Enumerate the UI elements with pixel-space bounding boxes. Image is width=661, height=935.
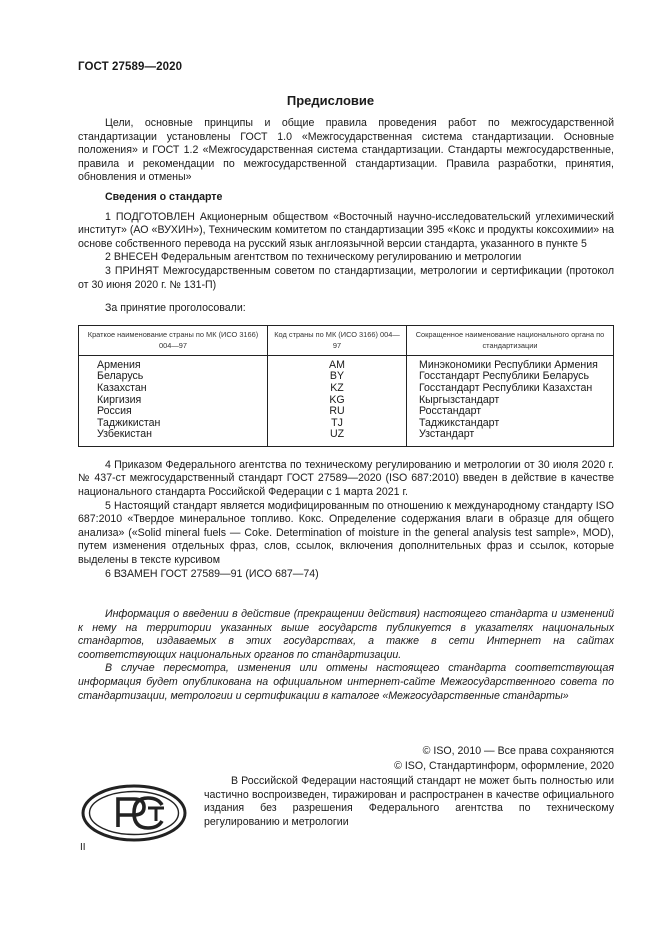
org-cell: Узстандарт [419,428,475,441]
copyright-standartinform: © ISO, Стандартинформ, оформление, 2020 [394,759,614,772]
italic-notes [78,608,614,703]
country-cell: Киргизия [79,395,268,407]
copyright-block [314,744,614,773]
country-cell: Армения [79,355,268,371]
voted-label: За принятие проголосовали: [105,302,246,315]
table-row [79,383,614,395]
code-cell: UZ [268,429,407,446]
item-introduced: 2 ВНЕСЕН Федеральным агентством по техническому регулированию и метрологии [105,251,522,264]
table-row [79,418,614,430]
reproduction-notice [204,775,614,829]
org-cell: Минэкономики Республики Армения [419,358,598,371]
org-cell: Таджикстандарт [419,416,500,429]
country-cell: Беларусь [79,371,268,383]
code-cell: KZ [268,383,407,395]
code-cell: TJ [268,418,407,430]
item-modified: 5 Настоящий стандарт является модифицированным по отношению к международному стандарту ISO 687:2010 «Твердое минеральное топливо. Кокс. Определение содержания влаги в образце для общего анализа» («Solid mineral fuels — Coke. Determination of moisture in the general analysis test sample», MOD), путем изменения отдельных фраз, слов, ссылок, включения дополнительных фраз и ссылок, которые выделены в тексте курсивом [78,499,614,567]
header-org: Сокращенное наименование национального органа по стандартизации [407,325,614,355]
item-adopted: 3 ПРИНЯТ Межгосударственным советом по стандартизации, метрологии и сертификации (протокол от 30 июня 2020 г. № 131-П) [78,264,614,291]
main-text [78,117,614,581]
italic-note-revision: В случае пересмотра, изменения или отмены настоящего стандарта соответствующая информация будет опубликована на официальном интернет-сайте Межгосударственного совета по стандартизации, метрологии и сертификации в каталоге «Межгосударственные стандарты» [78,662,614,702]
country-cell: Казахстан [79,383,268,395]
info-heading: Сведения о стандарте [105,190,223,203]
org-cell: Кыргызстандарт [419,393,500,406]
code-cell: KG [268,395,407,407]
country-cell: Россия [79,406,268,418]
item-prepared: 1 ПОДГОТОВЛЕН Акционерным обществом «Восточный научно-исследовательский углехимический институт» (АО «ВУХИН»), Техническим комитетом по стандартизации 395 «Кокс и продукты коксохимии» на основе собственного перевода на русский язык англоязычной версии стандарта, указанного в пункте 5 [78,210,614,250]
item-replaces: 6 ВЗАМЕН ГОСТ 27589—91 (ИСО 687—74) [105,567,319,580]
country-cell: Таджикистан [79,418,268,430]
reproduction-notice-text: В Российской Федерации настоящий стандарт не может быть полностью или частично воспроизведен, тиражирован и распространен в качестве официального издания без разрешения Федерального агентства по техническому регулированию и метрологии [204,775,614,828]
org-cell: Росстандарт [419,405,482,418]
code-cell: AM [268,355,407,371]
header-code: Код страны по МК (ИСО 3166) 004—97 [268,325,407,355]
org-cell: Госстандарт Республики Казахстан [419,381,593,394]
code-cell: BY [268,371,407,383]
table-row [79,355,614,371]
table-row [79,406,614,418]
intro-paragraph: Цели, основные принципы и общие правила проведения работ по межгосударственной стандартизации установлены ГОСТ 1.0 «Межгосударственная система стандартизации. Основные положения» и ГОСТ 1.2 «Межгосударственная система стандартизации. Стандарты межгосударственные, правила и рекомендации по межгосударственной стандартизации. Правила разработки, принятия, обновления и отмены» [78,117,614,184]
vote-table-header [79,325,614,355]
page-title: Предисловие [286,93,375,108]
item-order: 4 Приказом Федерального агентства по техническому регулированию и метрологии от 30 июля 2020 г. № 437-ст межгосударственный стандарт ГОСТ 27589—2020 (ISO 687:2010) введен в действие в качестве национального стандарта Российской Федерации с 1 марта 2021 г. [78,458,614,499]
pct-certification-mark-icon [80,783,188,843]
country-cell: Узбекистан [79,429,268,446]
org-cell: Госстандарт Республики Беларусь [419,370,589,383]
table-row [79,395,614,407]
standard-number-header: ГОСТ 27589—2020 [78,61,183,73]
page-number: II [80,842,86,853]
copyright-iso: © ISO, 2010 — Все права сохраняются [422,745,614,757]
code-cell: RU [268,406,407,418]
header-country: Краткое наименование страны по МК (ИСО 3166) 004—97 [79,325,268,355]
table-row [79,429,614,446]
vote-table [78,325,614,447]
italic-note-info: Информация о введении в действие (прекращении действия) настоящего стандарта и изменений к нему на территории указанных выше государств публикуется в указателях национальных стандартов, издаваемых в этих государствах, а также в сети Интернет на сайтах соответствующих национальных органов по стандартизации. [78,608,614,661]
